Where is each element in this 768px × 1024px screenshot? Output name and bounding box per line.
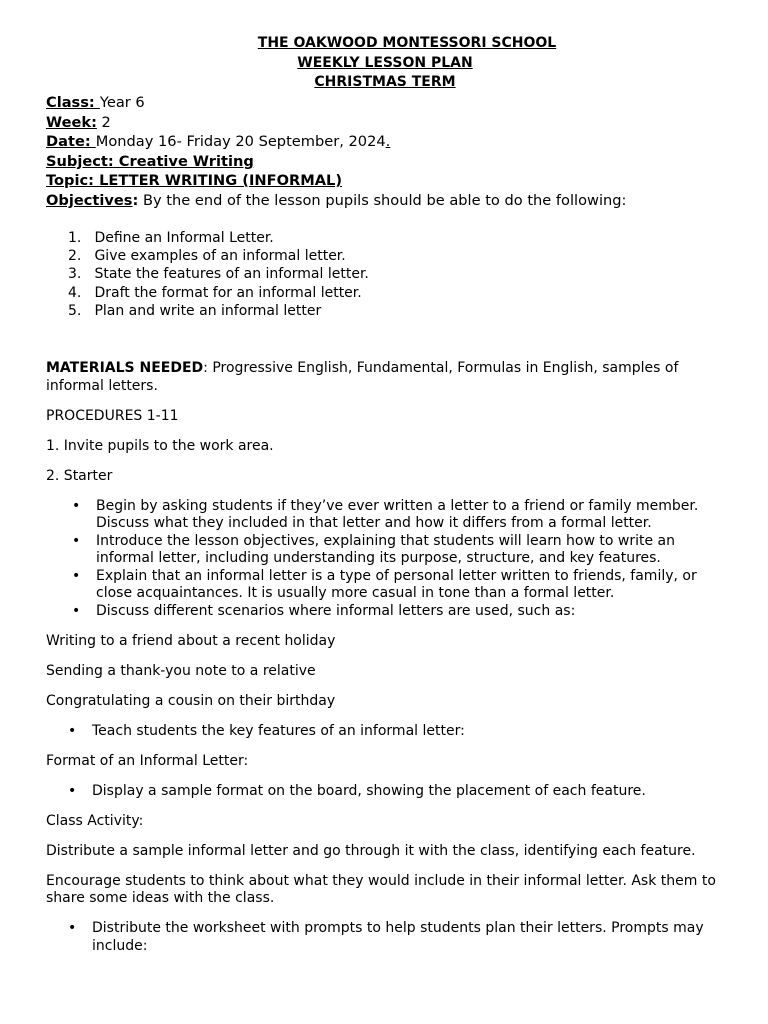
objectives-label: Objectives: [46, 191, 133, 209]
week-value: 2: [96, 113, 111, 131]
list-item: 5. Plan and write an informal letter: [68, 302, 322, 319]
encourage-paragraph: Encourage students to think about what they would include in their informal letter. Ask them to share some ideas with the class.: [46, 872, 716, 906]
class-activity-heading: Class Activity:: [46, 812, 144, 829]
date-row: [46, 132, 736, 152]
bullet-icon: •: [68, 722, 77, 739]
procedures-heading: PROCEDURES 1-11: [46, 407, 179, 424]
bullet-icon: •: [72, 567, 81, 584]
subject-row: [46, 152, 736, 172]
bullet-icon: •: [72, 602, 81, 619]
lesson-body: [46, 360, 726, 968]
date-value: Monday 16- Friday 20 September, 2024: [95, 133, 386, 151]
list-item: • Explain that an informal letter is a type of personal letter written to friends, family, or close acquaintances. It is usually more casual in tone than a formal letter.: [72, 567, 697, 601]
bullet-icon: •: [68, 920, 77, 936]
week-row: [46, 113, 736, 133]
topic-label: Topic:: [46, 172, 100, 190]
list-item: 1. Define an Informal Letter.: [68, 230, 274, 246]
scenario-1: Writing to a friend about a recent holiday: [46, 632, 336, 649]
materials-text: : Progressive English, Fundamental, Formulas in English, samples of informal letters.: [46, 360, 679, 394]
school-name: THE OAKWOOD MONTESSORI SCHOOL: [257, 35, 557, 51]
features-bullets: [46, 723, 726, 741]
lesson-details: [46, 93, 736, 211]
list-item: • Teach students the key features of an informal letter:: [68, 722, 465, 739]
list-item: • Begin by asking students if they’ve ever written a letter to a friend or family member. Discuss what they included in that letter and how it differs from a formal letter.: [72, 497, 699, 531]
objectives-colon: :: [132, 191, 139, 209]
date-label: Date:: [46, 133, 96, 151]
list-item: 4. Draft the format for an informal letter.: [68, 284, 362, 301]
topic-value: LETTER WRITING (INFORMAL): [99, 172, 342, 190]
term-title: CHRISTMAS TERM: [314, 74, 456, 90]
list-item: • Display a sample format on the board, showing the placement of each feature.: [68, 782, 646, 799]
list-item: 3. State the features of an informal letter.: [68, 266, 369, 283]
class-label: Class:: [46, 94, 100, 111]
list-item: • Distribute the worksheet with prompts to help students plan their letters. Prompts may include:: [68, 920, 704, 954]
scenario-3: Congratulating a cousin on their birthday: [46, 692, 336, 709]
step-2: 2. Starter: [46, 467, 113, 484]
list-item: • Discuss different scenarios where informal letters are used, such as:: [72, 602, 576, 619]
materials-paragraph: [46, 360, 726, 395]
document-header: [0, 34, 768, 93]
plan-title: WEEKLY LESSON PLAN: [297, 54, 473, 71]
objectives-row: [46, 191, 736, 211]
materials-label: MATERIALS NEEDED: [46, 360, 204, 376]
format-bullets: [46, 783, 726, 801]
list-item: 2. Give examples of an informal letter.: [68, 248, 346, 265]
step-1: 1. Invite pupils to the work area.: [46, 437, 274, 454]
objectives-intro: By the end of the lesson pupils should be able to do the following:: [138, 191, 627, 209]
starter-bullets: [46, 498, 726, 621]
worksheet-bullets: [46, 920, 726, 955]
bullet-icon: •: [72, 532, 81, 549]
objectives-list: [46, 229, 736, 320]
bullet-icon: •: [72, 497, 81, 514]
list-item: • Introduce the lesson objectives, explaining that students will learn how to write an informal letter, including understanding its purpose, structure, and key features.: [72, 532, 675, 566]
date-trail: .: [385, 133, 391, 151]
subject-value: Creative Writing: [113, 152, 254, 170]
distribute-letter-paragraph: Distribute a sample informal letter and go through it with the class, identifying each feature.: [46, 842, 696, 859]
bullet-icon: •: [68, 782, 77, 799]
format-heading: Format of an Informal Letter:: [46, 752, 249, 769]
subject-label: Subject:: [46, 152, 114, 170]
class-value: Year 6: [99, 94, 145, 111]
class-row: [46, 93, 736, 113]
scenario-2: Sending a thank-you note to a relative: [46, 662, 316, 679]
week-label: Week:: [46, 113, 97, 131]
topic-row: [46, 171, 736, 191]
